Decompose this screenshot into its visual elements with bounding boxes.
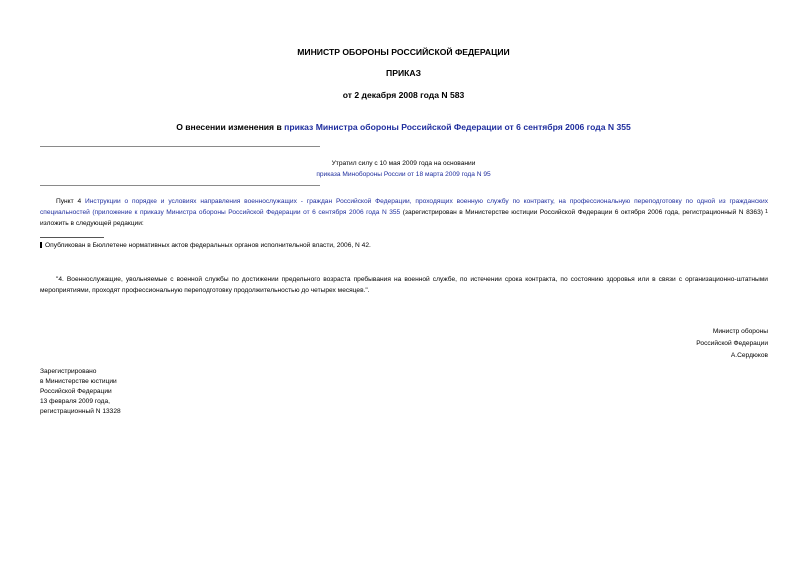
footnote [40, 241, 371, 250]
subject-prefix: О внесении изменения в [176, 122, 285, 132]
signature-country: Российской Федерации [696, 340, 768, 347]
ministry-heading: МИНИСТР ОБОРОНЫ РОССИЙСКОЙ ФЕДЕРАЦИИ [297, 47, 510, 57]
registration-line-1: Зарегистрировано [40, 368, 97, 375]
footnote-text: Опубликован в Бюллетене нормативных актов федеральных органов исполнительной власти, 2006, N 42. [45, 242, 371, 249]
instruction-link[interactable]: Инструкции о порядке и условиях направления военнослужащих - граждан Российской Федерации, проходящих военную службу по контракту, на профессиональную переподготовку по одной из гражданских специальностей (приложение к приказу Министра обороны Российской Федерации от 6 сентября 2006 года N 355 [40, 198, 768, 216]
doc-date-number: от 2 декабря 2008 года N 583 [342, 90, 465, 100]
signature-block [696, 326, 768, 362]
paragraph-new-text: "4. Военнослужащие, увольняемые с военной службы по достижении предельного возраста пребывания на военной службе, по истечении срока контракта, по состоянию здоровья или в связи с организационно-штатными мероприятиями, проходят профессиональную переподготовку продолжительностью до четырех месяцев.". [40, 276, 768, 294]
doc-type-heading: ПРИКАЗ [386, 68, 421, 78]
divider-bottom [40, 185, 320, 186]
para1-lead: Пункт 4 [56, 198, 86, 205]
footnote-divider [40, 237, 104, 238]
registration-line-3: Российской Федерации [40, 388, 112, 395]
signature-title: Министр обороны [712, 328, 768, 335]
registration-block [40, 367, 121, 417]
para1-rest: (зарегистрирован в Министерстве юстиции Российской Федерации 6 октября 2006 года, регистрационный N 8363) [400, 209, 763, 216]
footnote-ref: 1 [764, 209, 768, 215]
status-line-2 [0, 170, 807, 179]
footnote-marker [40, 242, 42, 248]
doc-subject [0, 122, 807, 132]
divider-top [40, 146, 320, 147]
status-repeal-link[interactable]: приказа Минобороны России от 18 марта 2009 года N 95 [316, 171, 491, 178]
registration-line-4: 13 февраля 2009 года, [40, 398, 110, 405]
status-line-1: Утратил силу с 10 мая 2009 года на основании [331, 160, 476, 167]
para1-tail: изложить в следующей редакции: [40, 220, 144, 227]
paragraph-amendment [40, 196, 768, 229]
registration-line-2: в Министерстве юстиции [40, 378, 117, 385]
subject-link[interactable]: приказ Министра обороны Российской Федерации от 6 сентября 2006 года N 355 [284, 122, 631, 132]
registration-line-5: регистрационный N 13328 [40, 408, 121, 415]
signature-name: А.Сердюков [730, 352, 768, 359]
